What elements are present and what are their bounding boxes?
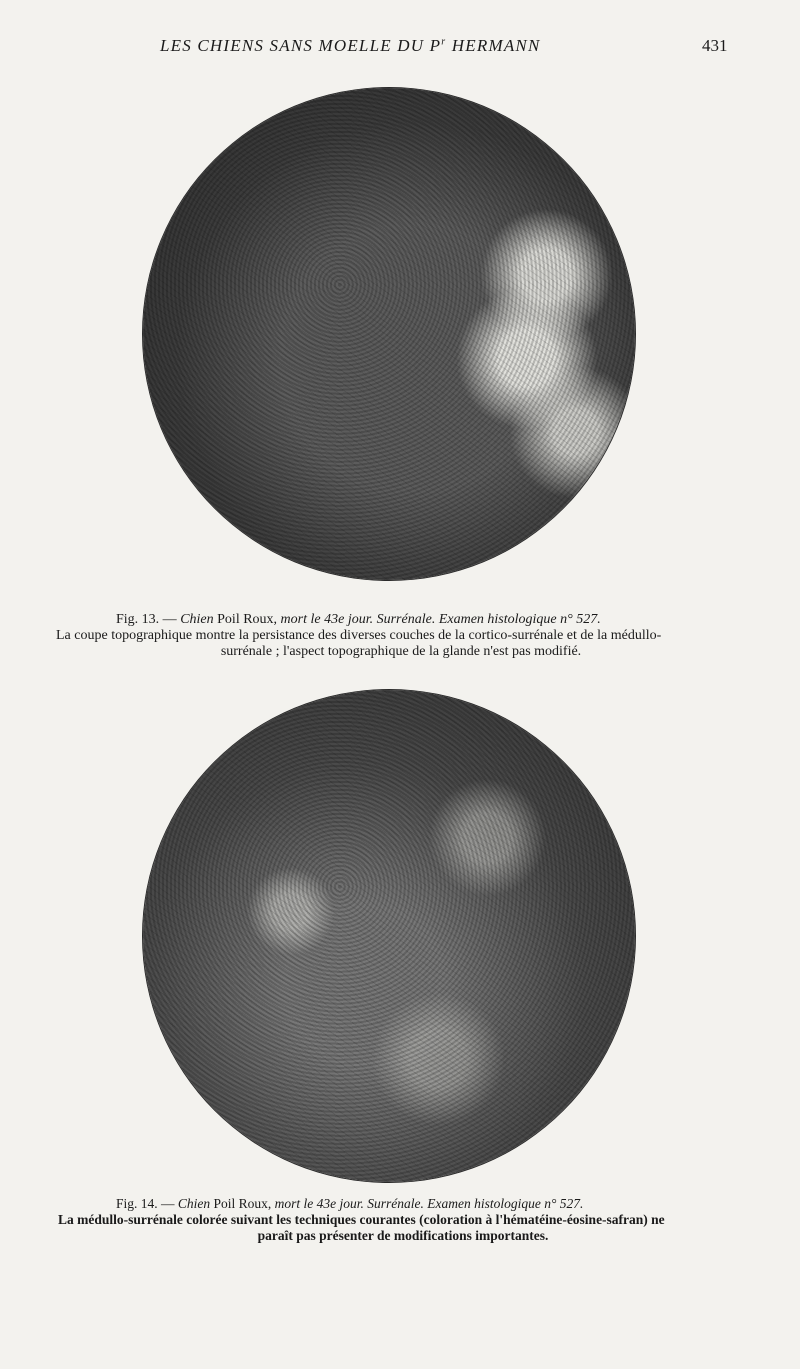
page-number: 431 (702, 36, 728, 55)
figure-13-caption-line-2: La coupe topographique montre la persistance des diverses couches de la cortico-surrénale et de la médullo- (56, 628, 662, 643)
figure-14-caption-line-3: paraît pas présenter de modifications importantes. (257, 1228, 549, 1243)
figure-14-title-italic-2: mort le 43e jour. Surrénale. Examen histologique n° 527. (274, 1196, 584, 1211)
figure-13-micrograph (143, 88, 635, 580)
running-title (160, 36, 540, 56)
micrograph-texture (143, 690, 635, 1182)
figure-14-micrograph (143, 690, 635, 1182)
running-title-main: LES CHIENS SANS MOELLE DU P (160, 36, 442, 55)
micrograph-texture (143, 88, 635, 580)
figure-14-title (58, 1196, 748, 1212)
figure-13-title-italic-1: Chien (180, 612, 214, 627)
figure-13-title-plain: Poil Roux, (213, 612, 281, 627)
figure-13-caption-line-3: surrénale ; l'aspect topographique de la glande n'est pas modifié. (220, 644, 582, 659)
figure-14-label: Fig. 14. — (116, 1196, 178, 1211)
running-title-sup: r (441, 36, 447, 48)
figure-14-caption (58, 1196, 748, 1244)
figure-13-label: Fig. 13. — (116, 612, 181, 627)
figure-14-title-plain: Poil Roux, (210, 1196, 275, 1211)
figure-14-caption-line-2: La médullo-surrénale colorée suivant les techniques courantes (coloration à l'hématéine-éosine-safran) ne (58, 1212, 665, 1227)
figure-13-caption (56, 612, 746, 660)
figure-14-title-italic-1: Chien (177, 1196, 211, 1211)
running-title-end: HERMANN (446, 36, 541, 55)
figure-13-title-italic-2: mort le 43e jour. Surrénale. Examen histologique n° 527. (280, 612, 601, 627)
figure-13-title (56, 612, 746, 628)
